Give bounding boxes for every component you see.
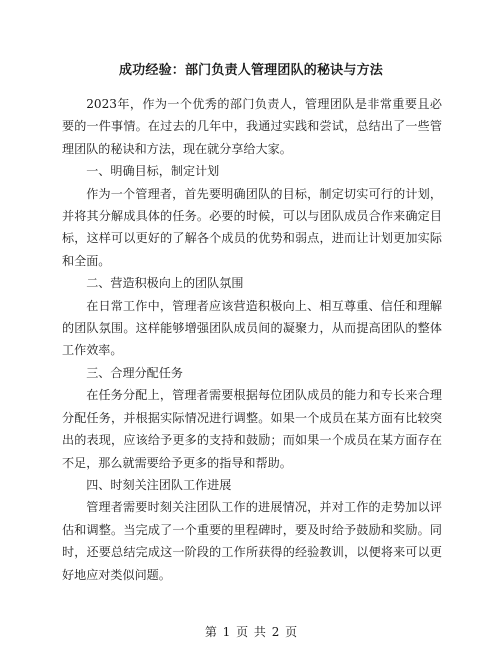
- document-body: [62, 93, 442, 586]
- section-paragraph-3: 在任务分配上，管理者需要根据每位团队成员的能力和专长来合理分配任务，并根据实际情况进行调整。如果一个成员在某方面有比较突出的表现，应该给予更多的支持和鼓励；而如果一个成员在某方面存在不足，那么就需要给予更多的指导和帮助。: [62, 388, 442, 470]
- intro-paragraph: 2023年，作为一个优秀的部门负责人，管理团队是非常重要且必要的一件事情。在过去的几年中，我通过实践和尝试，总结出了一些管理团队的秘诀和方法，现在就分享给大家。: [62, 97, 442, 156]
- section-paragraph-4: 管理者需要时刻关注团队工作的进展情况，并对工作的走势加以评估和调整。当完成了一个重要的里程碑时，要及时给予鼓励和奖励。同时，还要总结完成这一阶段的工作所获得的经验教训，以便将来可以更好地应对类似问题。: [62, 500, 442, 582]
- page-number-footer: 第 1 页 共 2 页: [204, 625, 298, 639]
- section-paragraph-2: 在日常工作中，管理者应该营造积极向上、相互尊重、信任和理解的团队氛围。这样能够增强团队成员间的凝聚力，从而提高团队的整体工作效率。: [62, 298, 442, 358]
- section-paragraph-1: 作为一个管理者，首先要明确团队的目标，制定切实可行的计划，并将其分解成具体的任务。必要的时候，可以与团队成员合作来确定目标，这样可以更好的了解各个成员的优势和弱点，进而让计划更加实际和全面。: [62, 186, 442, 268]
- section-heading-3: 三、合理分配任务: [86, 365, 183, 380]
- section-heading-1: 一、明确目标，制定计划: [86, 164, 220, 179]
- document-title: 成功经验：部门负责人管理团队的秘诀与方法: [118, 63, 383, 78]
- section-heading-4: 四、时刻关注团队工作进展: [86, 477, 232, 492]
- section-heading-2: 二、营造积极向上的团队氛围: [86, 276, 244, 291]
